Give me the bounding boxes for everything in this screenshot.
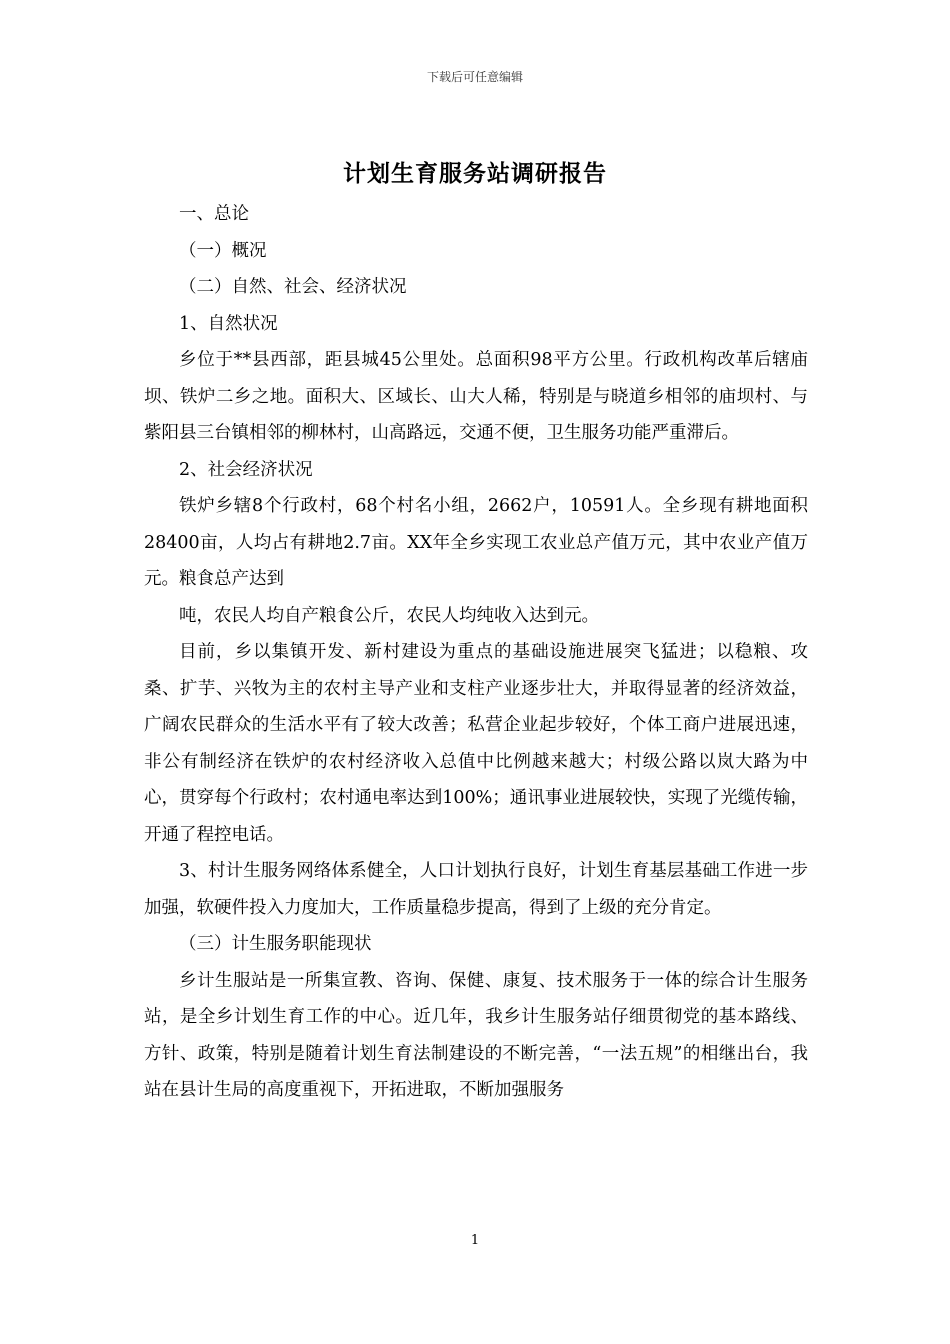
body-paragraph: 铁炉乡辖8个行政村，68个村名小组，2662户，10591人。全乡现有耕地面积28400亩，人均占有耕地2.7亩。XX年全乡实现工农业总产值万元，其中农业产值万元。粮食总产达到 [144, 496, 808, 589]
item-heading: 2、社会经济状况 [179, 459, 313, 480]
document-body [144, 196, 808, 1109]
page-number: 1 [470, 1233, 480, 1248]
body-paragraph: 乡计生服站是一所集宣教、咨询、保健、康复、技术服务于一体的综合计生服务站，是全乡计划生育工作的中心。近几年，我乡计生服务站仔细贯彻党的基本路线、方针、政策，特别是随着计划生育法制建设的不断完善，“一法五规”的相继出台，我站在县计生局的高度重视下，开拓进取，不断加强服务 [144, 970, 808, 1100]
item-heading: 1、自然状况 [179, 313, 278, 334]
document-title: 计划生育服务站调研报告 [343, 160, 607, 187]
body-paragraph: 吨，农民人均自产粮食公斤，农民人均纯收入达到元。 [179, 605, 599, 626]
body-paragraph: 3、村计生服务网络体系健全，人口计划执行良好，计划生育基层基础工作进一步加强，软硬件投入力度加大，工作质量稳步提高，得到了上级的充分肯定。 [144, 861, 808, 918]
subsection-heading: （二）自然、社会、经济状况 [179, 277, 407, 297]
body-paragraph: 目前，乡以集镇开发、新村建设为重点的基础设施进展突飞猛进；以稳粮、攻桑、扩芋、兴牧为主的农村主导产业和支柱产业逐步壮大，并取得显著的经济效益，广阔农民群众的生活水平有了较大改善；私营企业起步较好，个体工商户进展迅速，非公有制经济在铁炉的农村经济收入总值中比例越来越大；村级公路以岚大路为中心，贯穿每个行政村；农村通电率达到100%；通讯事业进展较快，实现了光缆传输，开通了程控电话。 [144, 642, 808, 845]
section-heading: 一、总论 [179, 204, 249, 224]
body-paragraph: 乡位于**县西部，距县城45公里处。总面积98平方公里。行政机构改革后辖庙坝、铁炉二乡之地。面积大、区域长、山大人稀，特别是与晓道乡相邻的庙坝村、与紫阳县三台镇相邻的柳林村，山高路远，交通不便，卫生服务功能严重滞后。 [144, 350, 808, 443]
subsection-heading: （一）概况 [179, 240, 267, 261]
header-note: 下载后可任意编辑 [426, 70, 523, 84]
subsection-heading: （三）计生服务职能现状 [179, 934, 372, 954]
